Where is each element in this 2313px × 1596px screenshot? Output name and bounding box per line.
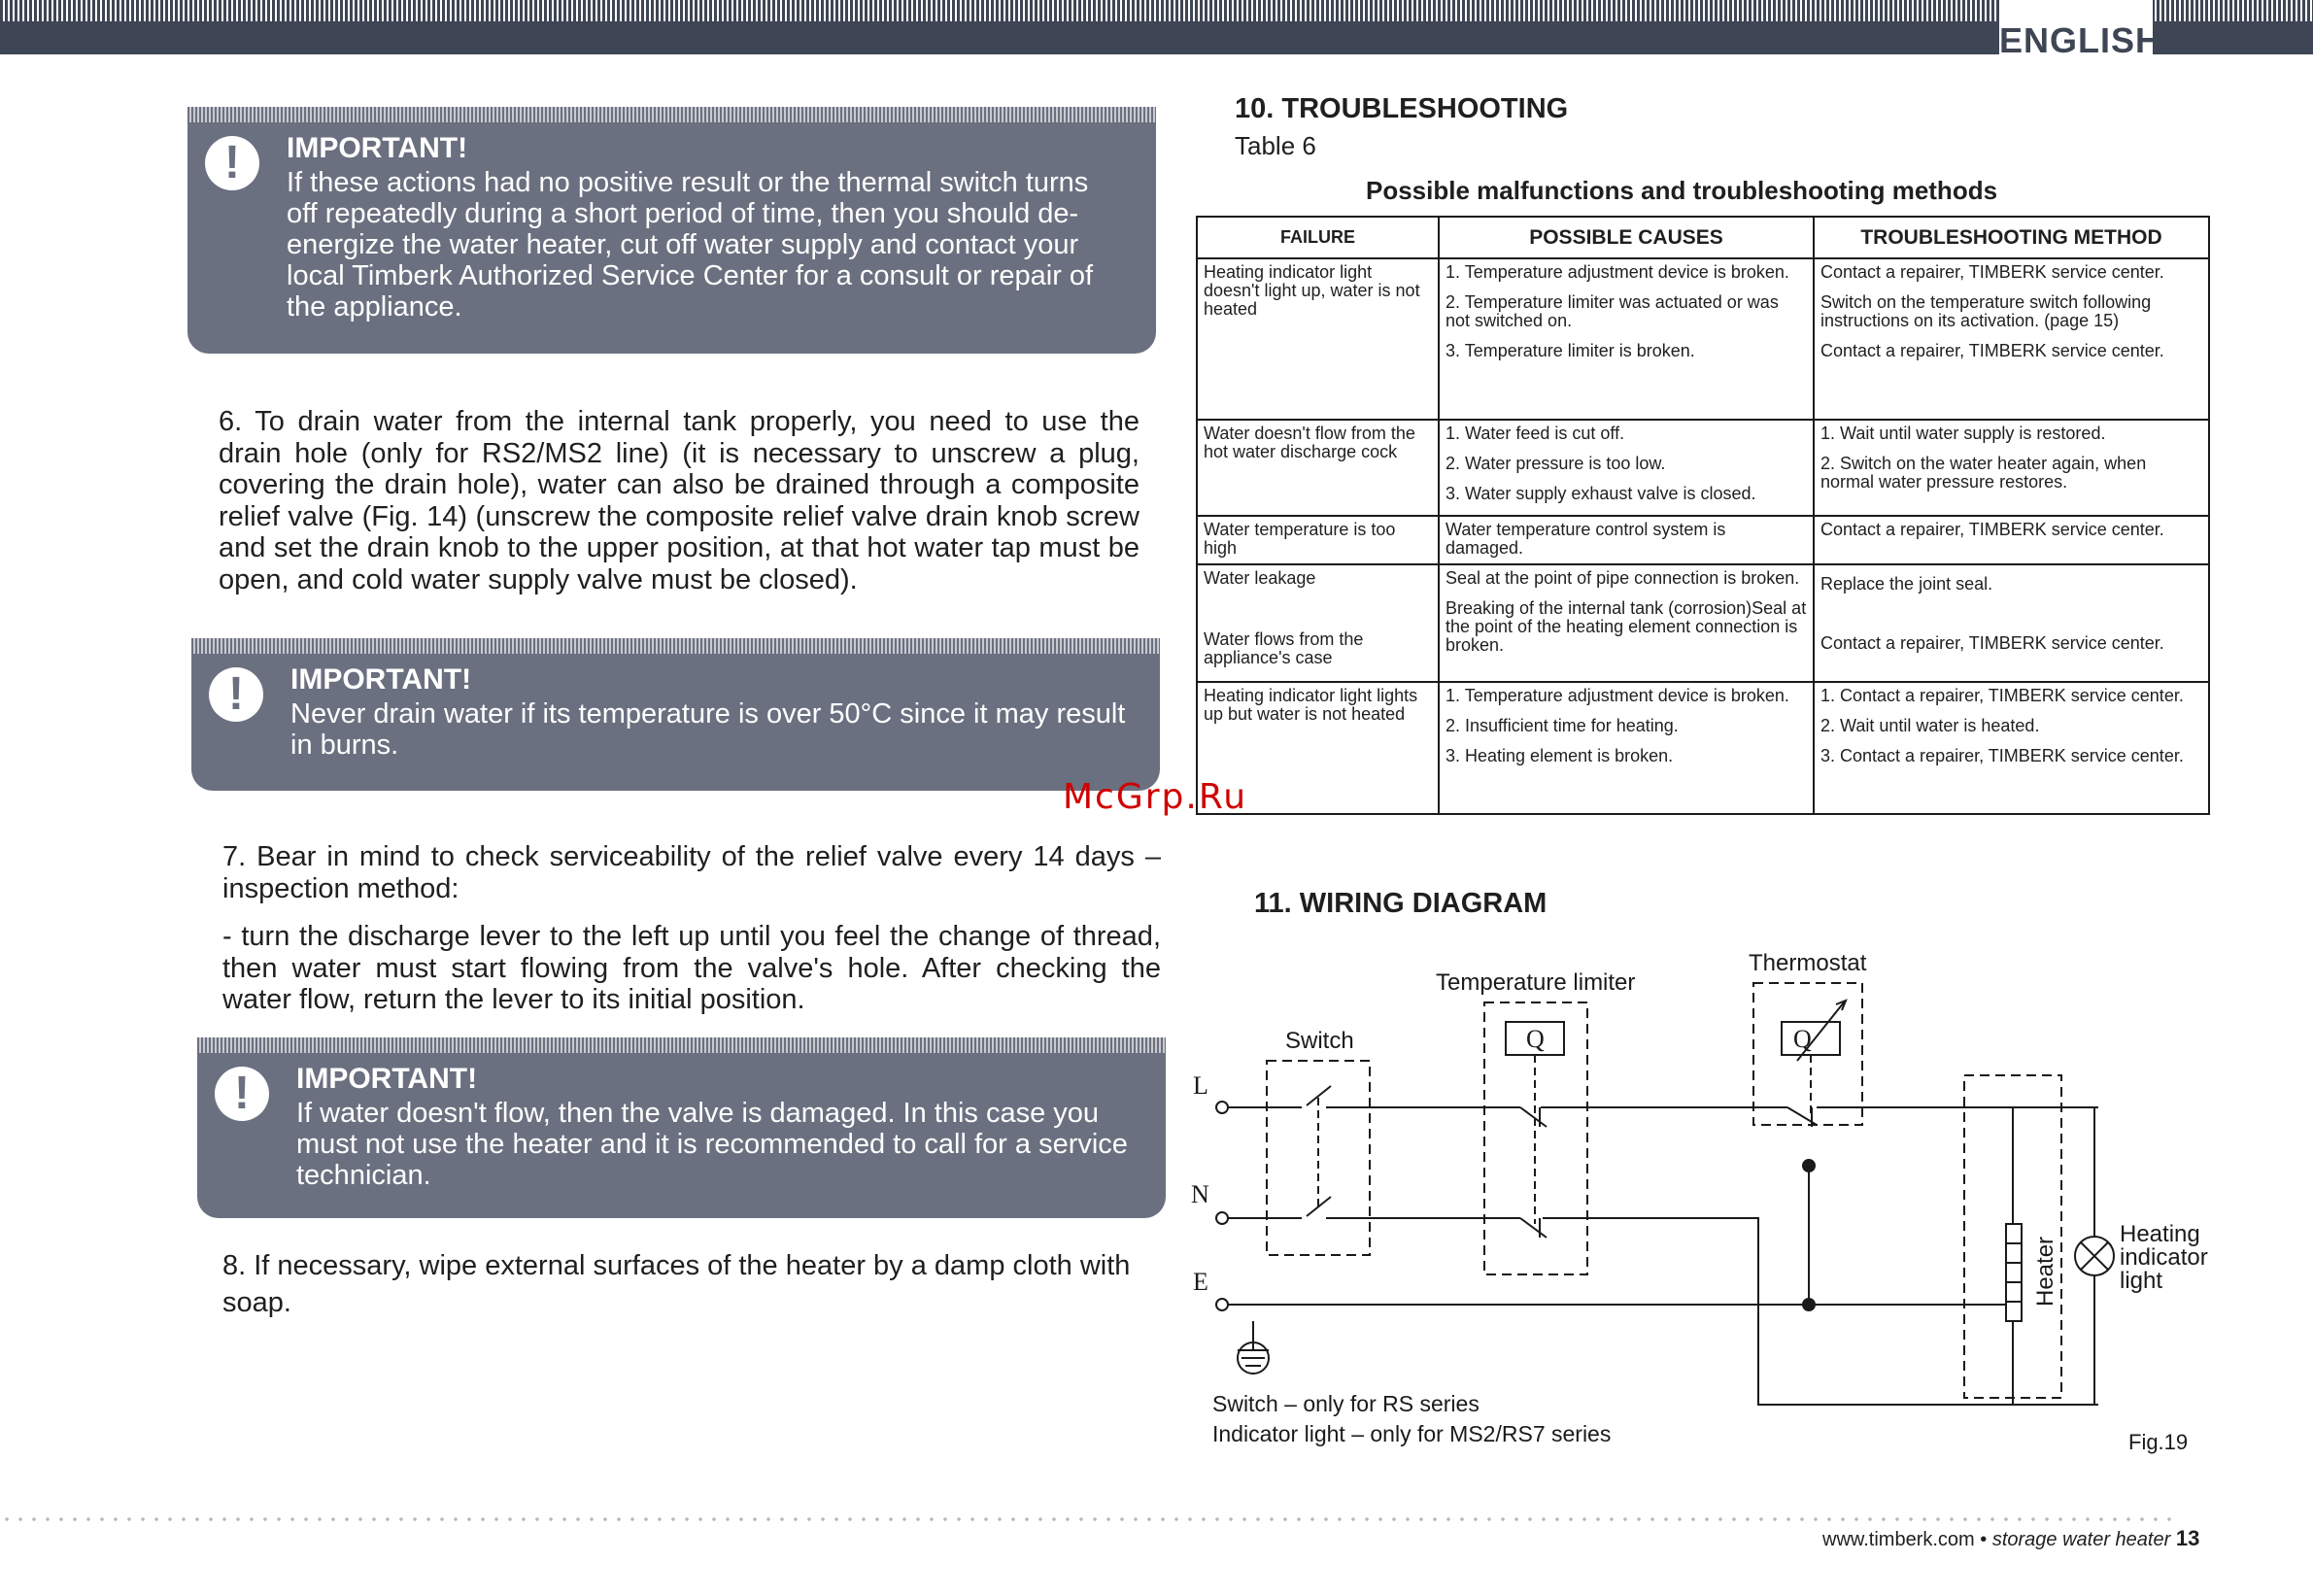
methods-cell [1814,682,2209,814]
terminal-N [1216,1212,1228,1224]
label-indicator-2: indicator [2120,1244,2208,1271]
terminal-E [1216,1299,1228,1310]
method-item: 3. Contact a repairer, TIMBERK service center. [1820,746,2184,765]
methods-cell [1814,564,2209,682]
failure-item: Water leakage [1204,568,1316,588]
notice-text: Never drain water if its temperature is over 50°C since it may result in burns. [290,698,1126,761]
cause-item: 2. Water pressure is too low. [1446,454,1666,473]
failure-cell: Heating indicator light doesn't light up, water is not heated [1197,258,1439,420]
limiter-sensor-label: Q [1526,1025,1545,1053]
table-header-row [1197,217,2209,258]
causes-cell [1439,258,1814,420]
footer-dotted-rule [0,1517,2176,1521]
label-indicator-1: Heating [2120,1221,2200,1247]
label-N: N [1191,1180,1209,1208]
label-temperature-limiter: Temperature limiter [1436,969,1636,996]
cause-item: 1. Water feed is cut off. [1446,424,1625,443]
wiring-title: 11. WIRING DIAGRAM [1254,888,1548,919]
page-number: 13 [2175,1526,2200,1550]
cause-item: 2. Temperature limiter was actuated or was not switched on. [1446,292,1779,330]
notice-hatch [187,107,1156,122]
causes-cell [1439,564,1814,682]
footer-separator: • [1974,1529,1992,1550]
footer-product: storage water heater [1991,1529,2171,1550]
label-E: E [1193,1268,1208,1296]
watermark: McGrp.Ru [1063,777,1248,817]
troubleshooting-title: 10. TROUBLESHOOTING [1235,93,1569,124]
important-notice-2 [191,638,1160,791]
header-method: TROUBLESHOOTING METHOD [1814,217,2209,258]
notice-hatch [191,638,1160,654]
label-heater: Heater [2032,1236,2058,1307]
notice-hatch [197,1037,1166,1053]
label-indicator-3: light [2120,1268,2163,1294]
cause-item: 2. Insufficient time for heating. [1446,716,1679,735]
cause-item: Breaking of the internal tank (corrosion)Seal at the point of the heating element connection is broken. [1446,598,1807,655]
method-item: 1. Wait until water supply is restored. [1820,424,2106,443]
exclamation-icon: ! [215,1067,269,1121]
cause-item: Seal at the point of pipe connection is broken. [1446,568,1800,588]
cause-item: 3. Water supply exhaust valve is closed. [1446,484,1756,503]
method-item: Contact a repairer, TIMBERK service center. [1820,633,2164,653]
cause-item: 3. Temperature limiter is broken. [1446,341,1695,360]
paragraph-7a: 7. Bear in mind to check serviceability of the relief valve every 14 days – inspection method: [222,841,1161,904]
method-item: 1. Contact a repairer, TIMBERK service center. [1820,686,2184,705]
paragraph-8: 8. If necessary, wipe external surfaces of the heater by a damp cloth with soap. [222,1250,1131,1318]
cause-item: 1. Temperature adjustment device is broken. [1446,262,1789,282]
table-row [1197,516,2209,564]
method-item: Replace the joint seal. [1820,574,1993,594]
page-footer [1822,1526,2199,1551]
label-switch: Switch [1285,1028,1354,1054]
failure-cell [1197,564,1439,682]
table-row [1197,564,2209,682]
method-item: Contact a repairer, TIMBERK service center. [1820,341,2164,360]
notice-title: IMPORTANT! [290,663,472,696]
exclamation-icon: ! [205,136,259,190]
wire-L [1228,1086,2098,1127]
paragraph-7b: - turn the discharge lever to the left up until you feel the change of thread, then water must start flowing from the valve's hole. After checking the water flow, return the lever to its initial position. [222,921,1161,1015]
fig-label: Fig.19 [2128,1430,2189,1454]
table-row [1197,682,2209,814]
wire-N [1228,1197,2098,1405]
header-stripes [0,0,2313,21]
label-thermostat: Thermostat [1749,950,1867,976]
method-item: 2. Wait until water is heated. [1820,716,2040,735]
header-failure: FAILURE [1197,217,1439,258]
notice-title: IMPORTANT! [287,132,468,164]
note-switch: Switch – only for RS series [1212,1391,1480,1416]
failure-cell: Water doesn't flow from the hot water discharge cock [1197,420,1439,516]
junction-dot [1803,1160,1815,1172]
troubleshooting-table [1196,216,2210,815]
switch-box [1267,1061,1370,1255]
important-notice-1 [187,107,1156,354]
causes-cell [1439,682,1814,814]
notice-text: If water doesn't flow, then the valve is damaged. In this case you must not use the heater and it is recommended to call for a service technician. [296,1098,1128,1191]
header-bar [0,0,2313,60]
failure-cell: Heating indicator light lights up but water is not heated [1197,682,1439,814]
note-indicator: Indicator light – only for MS2/RS7 series [1212,1421,1612,1446]
table-row [1197,258,2209,420]
notice-text: If these actions had no positive result or the thermal switch turns off repeatedly during a short period of time, then you should de-energize the water heater, cut off water supply and contact your local Timberk Authorized Service Center for a consult or repair of the appliance. [287,167,1094,323]
failure-cell: Water temperature is too high [1197,516,1439,564]
causes-cell [1439,420,1814,516]
cause-item: 1. Temperature adjustment device is broken. [1446,686,1789,705]
table-row [1197,420,2209,516]
label-L: L [1193,1071,1208,1100]
failure-item: Water flows from the appliance's case [1204,629,1364,667]
junction-dot [1803,1299,1815,1310]
terminal-L [1216,1102,1228,1113]
header-causes: POSSIBLE CAUSES [1439,217,1814,258]
exclamation-icon: ! [209,667,263,722]
wire-E [1228,1107,2013,1405]
methods-cell [1814,258,2209,420]
language-label: ENGLISH [1999,0,2153,56]
thermostat-sensor-label: Q [1793,1025,1812,1053]
method-item: Contact a repairer, TIMBERK service center. [1820,262,2164,282]
table-caption: Possible malfunctions and troubleshooting methods [1366,176,1998,205]
heater-element [2006,1224,2022,1321]
causes-cell: Water temperature control system is damaged. [1439,516,1814,564]
cause-item: 3. Heating element is broken. [1446,746,1674,765]
method-item: 2. Switch on the water heater again, when normal water pressure restores. [1820,454,2147,492]
footer-site: www.timberk.com [1822,1529,1975,1550]
table-label: Table 6 [1235,131,1316,160]
important-notice-3 [197,1037,1166,1218]
method-item: Switch on the temperature switch following instructions on its activation. (page 15) [1820,292,2152,330]
notice-title: IMPORTANT! [296,1063,478,1095]
methods-cell: Contact a repairer, TIMBERK service center. [1814,516,2209,564]
paragraph-6: 6. To drain water from the internal tank properly, you need to use the drain hole (only for RS2/MS2 line) (it is necessary to unscrew a plug, covering the drain hole), water can also be drained through a composite relief valve (Fig. 14) (unscrew the composite relief valve drain knob screw and set the drain knob to the upper position, at that hot water tap must be open, and cold water supply valve must be closed). [219,406,1139,595]
methods-cell [1814,420,2209,516]
wiring-diagram [1185,933,2273,1477]
